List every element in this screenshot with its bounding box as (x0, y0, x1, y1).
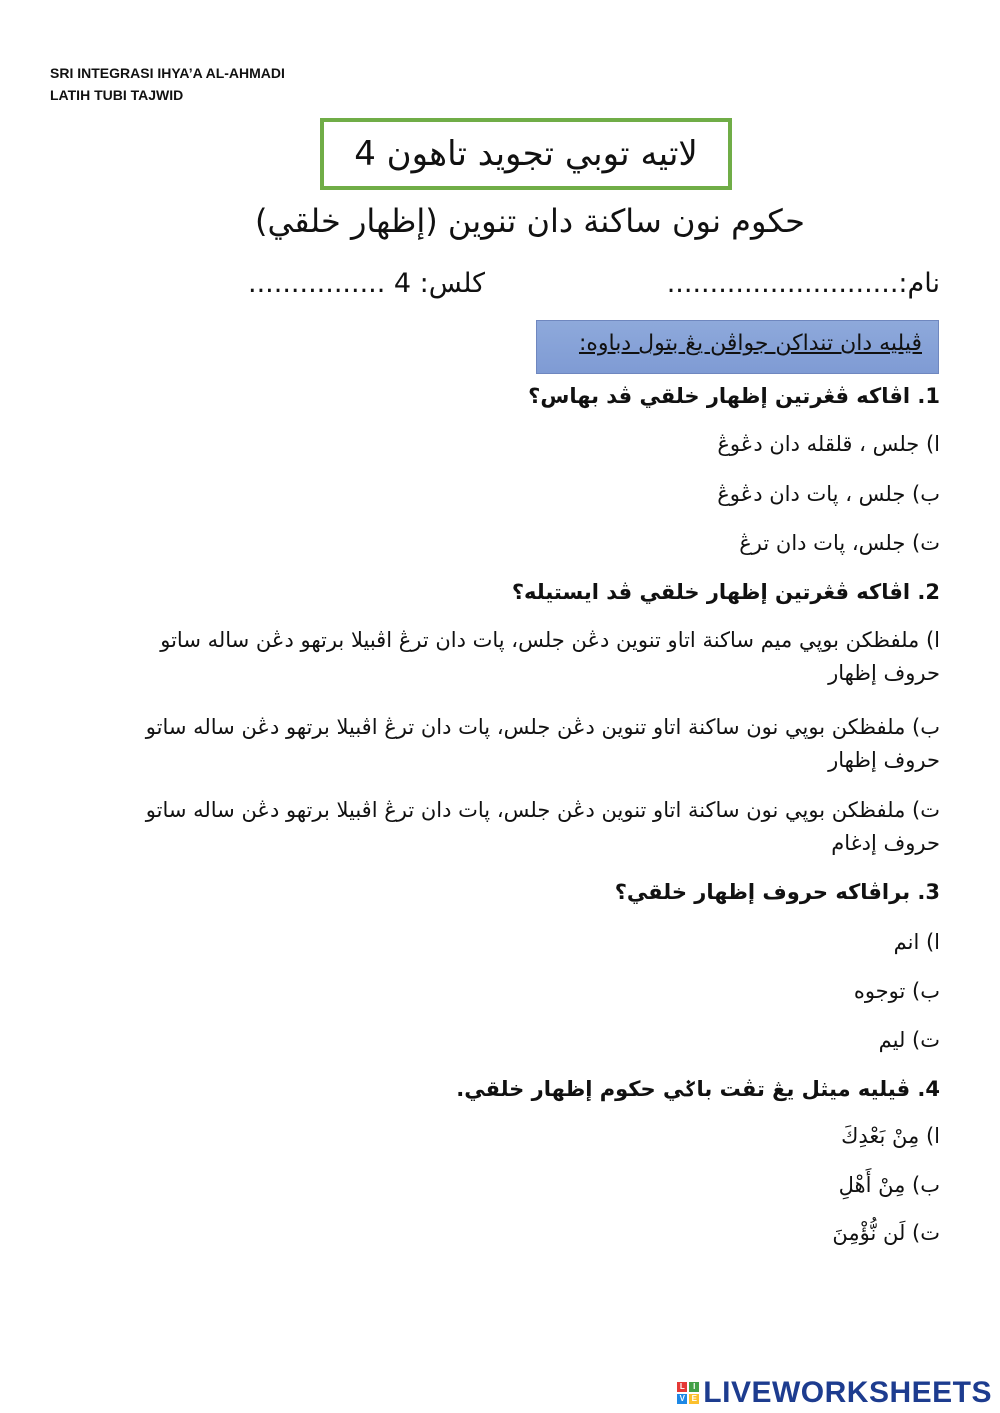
logo-letter-v: V (677, 1394, 687, 1404)
q3-option-a[interactable]: ا) انم (893, 930, 940, 954)
q1-option-b[interactable]: ب) جلس ، ڽات دان دڠوڠ (717, 482, 940, 506)
student-class-field[interactable]: کلس: 4 ................ (248, 268, 485, 299)
brand-name: LIVEWORKSHEETS (703, 1376, 992, 1409)
q4-option-c[interactable]: ت) لَن نُّؤْمِنَ (832, 1221, 940, 1245)
school-name: SRI INTEGRASI IHYA’A AL-AHMADI (50, 65, 285, 81)
student-name-field[interactable]: نام:........................... (666, 268, 940, 299)
instruction-banner: ڤيليه دان تنداكن جواڤن يڠ بتول دباوه: (536, 320, 939, 374)
q1-option-c[interactable]: ت) جلس، ڽات دان ترڠ (739, 531, 940, 555)
school-header (50, 62, 285, 106)
worksheet-subtitle: حکوم نون ساكنة دان تنوين (إظهار خلقي) (255, 202, 805, 240)
q2-option-b[interactable]: ب) ملفظكن بوڽي نون ساكنة اتاو تنوين دڠن جلس، ڽات دان ترڠ اڤبيلا برتهو دڠن ساله ساتو حروف إظهار (145, 715, 940, 772)
liveworksheets-logo-icon (677, 1382, 699, 1404)
q4-option-a[interactable]: ا) مِنْ بَعْدِكَ (841, 1124, 940, 1148)
q2-option-c[interactable]: ت) ملفظكن بوڽي نون ساكنة اتاو تنوين دڠن جلس، ڽات دان ترڠ اڤبيلا برتهو دڠن ساله ساتو حروف إدغام (145, 798, 940, 855)
liveworksheets-footer (677, 1376, 992, 1410)
logo-letter-l: L (677, 1382, 687, 1392)
question-4: 4. ڤيليه ميثل يڠ تڤت باݢي حکوم إظهار خلقي. (456, 1077, 940, 1101)
worksheet-title: لاتيه توبي تجويد تاهون 4 (320, 118, 732, 190)
q1-option-a[interactable]: ا) جلس ، قلقله دان دڠوڠ (717, 432, 940, 456)
question-1: 1. اڤاكه ڤڠرتين إظهار خلقي ڤد بهاس؟ (528, 384, 940, 408)
q2-option-a[interactable]: ا) ملفظكن بوڽي ميم ساكنة اتاو تنوين دڠن جلس، ڽات دان ترڠ اڤبيلا برتهو دڠن ساله ساتو حروف إظهار (160, 628, 940, 685)
question-3: 3. براڤاكه حروف إظهار خلقي؟ (614, 880, 940, 904)
q4-option-b[interactable]: ب) مِنْ أَهْلِ (838, 1173, 940, 1197)
logo-letter-i: I (689, 1382, 699, 1392)
q3-option-b[interactable]: ب) توجوه (853, 979, 940, 1003)
subject-name: LATIH TUBI TAJWID (50, 87, 184, 103)
question-2: 2. اڤاكه ڤڠرتين إظهار خلقي ڤد ايستيله؟ (511, 580, 940, 604)
q3-option-c[interactable]: ت) ليم (878, 1028, 940, 1052)
logo-letter-e: E (689, 1394, 699, 1404)
